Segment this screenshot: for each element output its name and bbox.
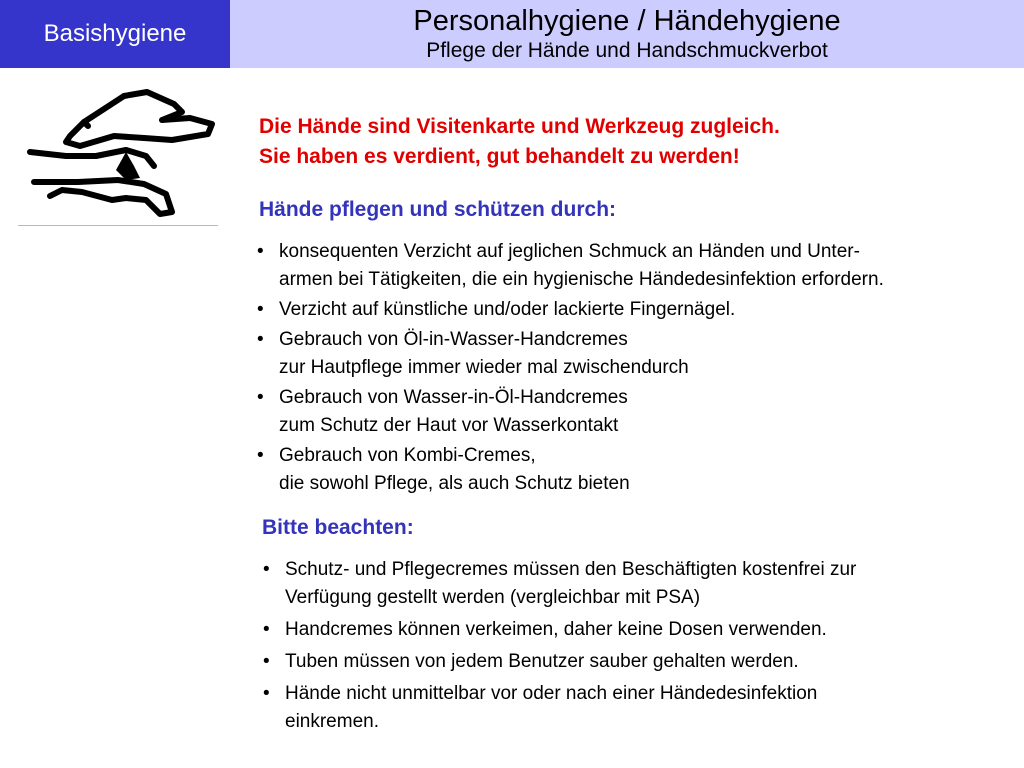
bullet-icon: • (257, 329, 264, 350)
bullet-icon: • (263, 559, 270, 580)
care-list (257, 238, 997, 500)
bullet-icon: • (263, 651, 270, 672)
title-band (230, 0, 1024, 68)
list-item (263, 616, 1003, 644)
list-item (257, 238, 997, 294)
list-item-line: Gebrauch von Kombi-Cremes, (279, 445, 536, 466)
list-item-line: Schutz- und Pflegecremes müssen den Beschäftigten kostenfrei zur (285, 559, 857, 580)
list-item-line: Handcremes können verkeimen, daher keine Dosen verwenden. (285, 619, 827, 640)
list-item (263, 680, 1003, 736)
illustration-divider (18, 225, 218, 226)
list-item (257, 326, 997, 382)
intro-line-1: Die Hände sind Visitenkarte und Werkzeug zugleich. (259, 115, 780, 138)
list-item (257, 442, 997, 498)
bullet-icon: • (257, 299, 264, 320)
page-title: Personalhygiene / Händehygiene (413, 5, 841, 37)
list-item-line: Tuben müssen von jedem Benutzer sauber gehalten werden. (285, 651, 799, 672)
list-item-line: armen bei Tätigkeiten, die ein hygienische Händedesinfektion erfordern. (279, 269, 884, 290)
list-item-line: Hände nicht unmittelbar vor oder nach einer Händedesinfektion (285, 683, 818, 704)
section-label: Basishygiene (43, 20, 187, 47)
list-item-line: die sowohl Pflege, als auch Schutz bieten (279, 473, 630, 494)
list-item-line: zum Schutz der Haut vor Wasserkontakt (279, 415, 619, 436)
list-item-line: Gebrauch von Wasser-in-Öl-Handcremes (279, 387, 628, 408)
list-item-line: konsequenten Verzicht auf jeglichen Schmuck an Händen und Unter- (279, 241, 860, 262)
list-item (263, 648, 1003, 676)
notes-list (263, 556, 1003, 740)
notes-heading: Bitte beachten: (262, 516, 414, 539)
list-item (263, 556, 1003, 612)
list-item (257, 384, 997, 440)
list-item-line: Verzicht auf künstliche und/oder lackierte Fingernägel. (279, 299, 736, 320)
page-subtitle: Pflege der Hände und Handschmuckverbot (426, 39, 828, 62)
bullet-icon: • (263, 683, 270, 704)
list-item-line: einkremen. (285, 711, 379, 732)
intro-text (259, 112, 999, 172)
list-item-line: Gebrauch von Öl-in-Wasser-Handcremes (279, 329, 628, 350)
bullet-icon: • (257, 241, 264, 262)
section-badge (0, 0, 230, 68)
intro-line-2: Sie haben es verdient, gut behandelt zu werden! (259, 145, 740, 168)
bullet-icon: • (257, 445, 264, 466)
list-item (257, 296, 997, 324)
list-item-line: zur Hautpflege immer wieder mal zwischendurch (279, 357, 689, 378)
list-item-line: Verfügung gestellt werden (vergleichbar mit PSA) (285, 587, 701, 608)
bullet-icon: • (257, 387, 264, 408)
bullet-icon: • (263, 619, 270, 640)
hands-icon (22, 86, 222, 231)
care-heading: Hände pflegen und schützen durch: (259, 198, 617, 221)
